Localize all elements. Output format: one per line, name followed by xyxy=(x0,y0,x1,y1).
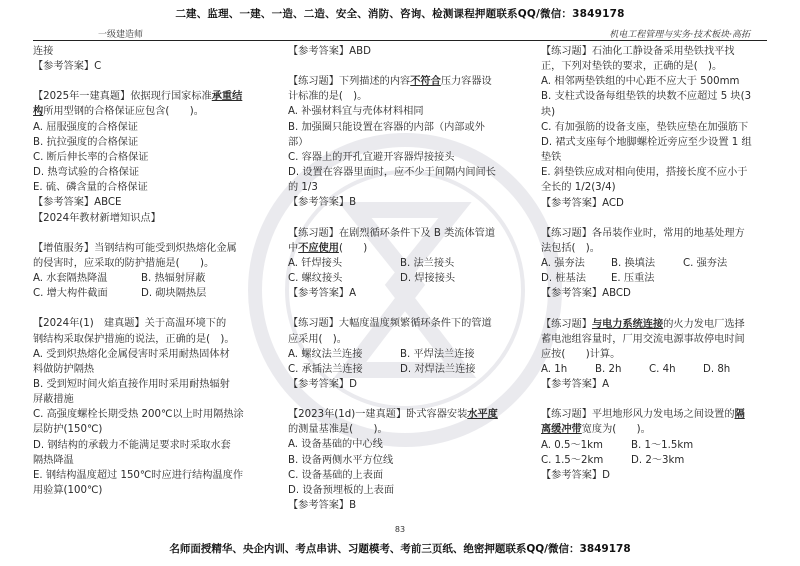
answer-line: 【参考答案】C xyxy=(33,61,102,73)
option-line: A. 1h B. 2h C. 4h D. 8h xyxy=(541,363,731,375)
header-right-title: 机电工程管理与实务·技术板块·高拓 xyxy=(609,30,750,40)
option-line: A. 钎焊接头 B. 法兰接头 xyxy=(288,257,455,269)
option-line: C. 有加强筋的设备支座，垫铁应垫在加强筋下 xyxy=(541,121,749,133)
question-line: 【2024年(1) 建真题】关于高温环境下的 xyxy=(33,318,227,330)
option-line: A. 设备基础的中心线 xyxy=(288,439,383,451)
option-line: C. 1.5～2km D. 2～3km xyxy=(541,454,685,466)
option-line: A. 螺纹法兰连接 B. 平焊法兰连接 xyxy=(288,348,475,360)
question-line: 【练习题】石油化工静设备采用垫铁找平找 xyxy=(541,46,735,57)
option-line: A. 0.5～1km B. 1～1.5km xyxy=(541,439,694,451)
question-line: 构所用型钢的合格保证应包含( )。 xyxy=(33,106,204,118)
option-line: A. 补强材料宜与壳体材料相同 xyxy=(288,106,424,118)
text-line: 连接 xyxy=(33,46,54,57)
option-line: 隔热降温 xyxy=(33,454,74,466)
option-line: C. 螺纹接头 D. 焊接接头 xyxy=(288,273,456,285)
question-line: 【增值服务】当钢结构可能受到炽热熔化金属 xyxy=(33,242,237,254)
page-number: 83 xyxy=(394,525,406,534)
option-line: B. 加强圈只能设置在容器的内部（内部或外 xyxy=(288,121,485,133)
column-left xyxy=(33,44,279,498)
column-right xyxy=(541,44,767,483)
option-line: A. 强夯法 B. 换填法 C. 强夯法 xyxy=(541,258,728,270)
note-line: 【2024年教材新增知识点】 xyxy=(33,212,161,224)
option-line: 的 1/3 xyxy=(288,182,318,194)
question-line: 计标准的是( )。 xyxy=(288,91,368,103)
question-line: 【练习题】在剧烈循环条件下及 B 类流体管道 xyxy=(288,227,496,239)
option-line: C. 承插法兰连接 D. 对焊法兰连接 xyxy=(288,363,476,375)
bottom-banner: 名师面授精华、央企内训、考点串讲、习题模考、考前三页纸、绝密押题联系QQ/微信：3849178 xyxy=(169,543,631,555)
option-line: A. 水套隔热降温 B. 热辐射屏蔽 xyxy=(33,273,206,285)
question-line: 钢结构采取保护措施的说法，正确的是( )。 xyxy=(33,333,235,345)
question-line: 的侵害时，应采取的防护措施是( )。 xyxy=(33,257,215,269)
option-line: 层防护(150℃) xyxy=(33,424,103,436)
answer-line: 【参考答案】ABD xyxy=(288,46,371,57)
question-line: 蓄电池组容量时，厂用交流电源事故停电时间 xyxy=(541,333,745,345)
answer-line: 【参考答案】D xyxy=(541,469,610,481)
question-line: 中不应使用( ) xyxy=(288,242,368,254)
question-line: 应按( )计算。 xyxy=(541,348,621,360)
option-line: D. 桩基法 E. 压重法 xyxy=(541,273,655,285)
question-line: 【练习题】各吊装作业时，常用的地基处理方 xyxy=(541,227,745,239)
top-banner: 二建、监理、一建、一造、二造、安全、消防、咨询、检测课程押题联系QQ/微信：3849178 xyxy=(175,8,625,20)
option-line: D. 钢结构的承载力不能满足要求时采取水套 xyxy=(33,439,231,451)
option-line: E. 斜垫铁应成对相向使用，搭接长度不应小于 xyxy=(541,167,748,179)
question-line: 法包括( )。 xyxy=(541,242,600,254)
header-rule xyxy=(33,40,767,41)
option-line: D. 设置在容器里面时，应不少于间隔内间间长 xyxy=(288,167,496,179)
option-line: B. 受到短时间火焰直接作用时采用耐热辐射 xyxy=(33,378,230,390)
answer-line: 【参考答案】D xyxy=(288,378,357,390)
question-line: 应采用( )。 xyxy=(288,333,347,345)
question-line: 【2025年一建真题】依据现行国家标准承重结 xyxy=(33,91,243,103)
option-line: C. 容器上的开孔宜避开容器焊接接头 xyxy=(288,151,455,163)
option-line: B. 设备两侧水平方位线 xyxy=(288,454,394,466)
answer-line: 【参考答案】A xyxy=(541,379,610,391)
answer-line: 【参考答案】B xyxy=(288,197,357,209)
option-line: 用验算(100℃) xyxy=(33,485,103,497)
question-line: 【2023年(1d)一建真题】卧式容器安装水平度 xyxy=(288,409,498,421)
question-line: 【练习题】下列描述的内容不符合压力容器设 xyxy=(288,76,492,88)
option-line: 部） xyxy=(288,136,309,148)
option-line: E. 钢结构温度超过 150℃时应进行结构温度作 xyxy=(33,469,244,481)
answer-line: 【参考答案】ABCE xyxy=(33,197,122,209)
option-line: A. 相邻两垫铁组的中心距不应大于 500mm xyxy=(541,76,740,88)
option-line: B. 支柱式设备每组垫铁的块数不应超过 5 块(3 xyxy=(541,91,752,103)
option-line: A. 受到炽热熔化金属侵害时采用耐热固体材 xyxy=(33,348,230,360)
option-line: 屏蔽措施 xyxy=(33,394,74,406)
question-line: 的测量基准是( )。 xyxy=(288,424,388,436)
option-line: D. 裙式支座每个地脚螺栓近旁应至少设置 1 组 xyxy=(541,136,752,148)
column-middle xyxy=(288,44,534,513)
option-line: A. 屈服强度的合格保证 xyxy=(33,121,138,133)
option-line: B. 抗拉强度的合格保证 xyxy=(33,136,139,148)
answer-line: 【参考答案】B xyxy=(288,500,357,512)
header-left-title: 一级建造师 xyxy=(98,30,144,40)
option-line: D. 热弯试验的合格保证 xyxy=(33,167,140,179)
option-line: D. 设备预埋板的上表面 xyxy=(288,484,395,496)
question-line: 【练习题】大幅度温度频繁循环条件下的管道 xyxy=(288,318,492,330)
option-line: C. 增大构件截面 D. 砌块隔热层 xyxy=(33,288,207,300)
question-line: 【练习题】平坦地形风力发电场之间设置的隔 xyxy=(541,409,745,421)
answer-line: 【参考答案】ACD xyxy=(541,197,624,209)
question-line: 离缓冲带宽度为( )。 xyxy=(541,424,651,436)
option-line: 垫铁 xyxy=(541,152,562,164)
question-line: 正，下列对垫铁的要求，正确的是( )。 xyxy=(541,61,723,73)
option-line: C. 断后伸长率的合格保证 xyxy=(33,151,149,163)
option-line: C. 设备基础的上表面 xyxy=(288,469,384,481)
option-line: E. 硫、磷含量的合格保证 xyxy=(33,182,148,194)
option-line: C. 高强度螺栓长期受热 200℃以上时用隔热涂 xyxy=(33,409,244,421)
option-line: 料做防护隔热 xyxy=(33,363,95,375)
option-line: 全长的 1/2(3/4) xyxy=(541,182,616,194)
answer-line: 【参考答案】A xyxy=(288,288,357,300)
question-line: 【练习题】与电力系统连接的火力发电厂选择 xyxy=(541,318,745,330)
option-line: 块) xyxy=(541,106,556,118)
answer-line: 【参考答案】ABCD xyxy=(541,288,631,300)
